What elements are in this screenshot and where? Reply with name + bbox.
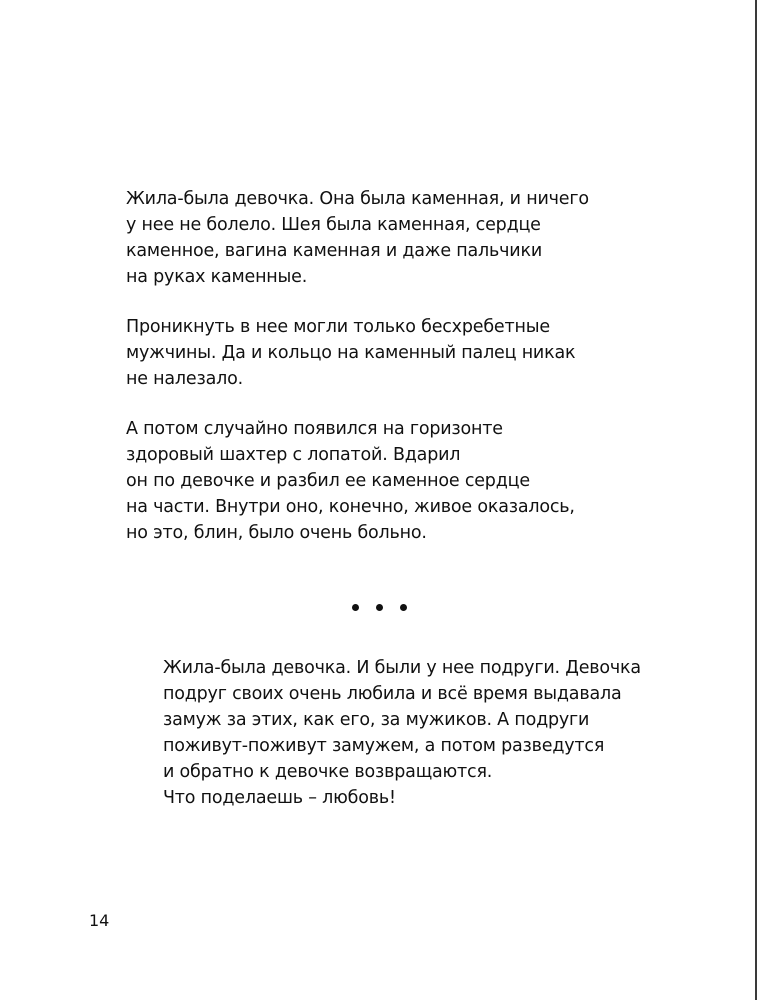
story-paragraph-1	[126, 186, 589, 290]
text-line: здоровый шахтер с лопатой. Вдарил	[126, 445, 461, 465]
text-line: А потом случайно появился на горизонте	[126, 419, 503, 439]
text-line: у нее не болело. Шея была каменная, сердце	[126, 215, 541, 235]
text-line: на руках каменные.	[126, 267, 308, 287]
text-line: и обратно к девочке возвращаются.	[163, 762, 493, 782]
three-dots-divider-icon	[352, 604, 412, 616]
text-line: замуж за этих, как его, за мужиков. А подруги	[163, 710, 590, 730]
text-line: Что поделаешь – любовь!	[163, 788, 396, 808]
dot-icon	[400, 604, 407, 611]
text-line: Проникнуть в нее могли только бесхребетные	[126, 317, 550, 337]
text-line: на части. Внутри оно, конечно, живое оказалось,	[126, 497, 575, 517]
text-line: каменное, вагина каменная и даже пальчики	[126, 241, 543, 261]
text-line: мужчины. Да и кольцо на каменный палец никак	[126, 343, 576, 363]
story-paragraph-3	[126, 416, 575, 546]
story2-paragraph-1	[163, 655, 641, 811]
dot-icon	[352, 604, 359, 611]
text-line: Жила-была девочка. Она была каменная, и ничего	[126, 189, 589, 209]
text-line: поживут-поживут замужем, а потом разведутся	[163, 736, 605, 756]
story-paragraph-2	[126, 314, 575, 392]
page-number: 14	[89, 911, 110, 930]
text-line: но это, блин, было очень больно.	[126, 523, 427, 543]
text-line: Жила-была девочка. И были у нее подруги. Девочка	[163, 658, 641, 678]
text-line: подруг своих очень любила и всё время выдавала	[163, 684, 622, 704]
page-edge	[755, 0, 757, 1000]
text-line: не налезало.	[126, 369, 243, 389]
text-line: он по девочке и разбил ее каменное сердце	[126, 471, 530, 491]
dot-icon	[376, 604, 383, 611]
